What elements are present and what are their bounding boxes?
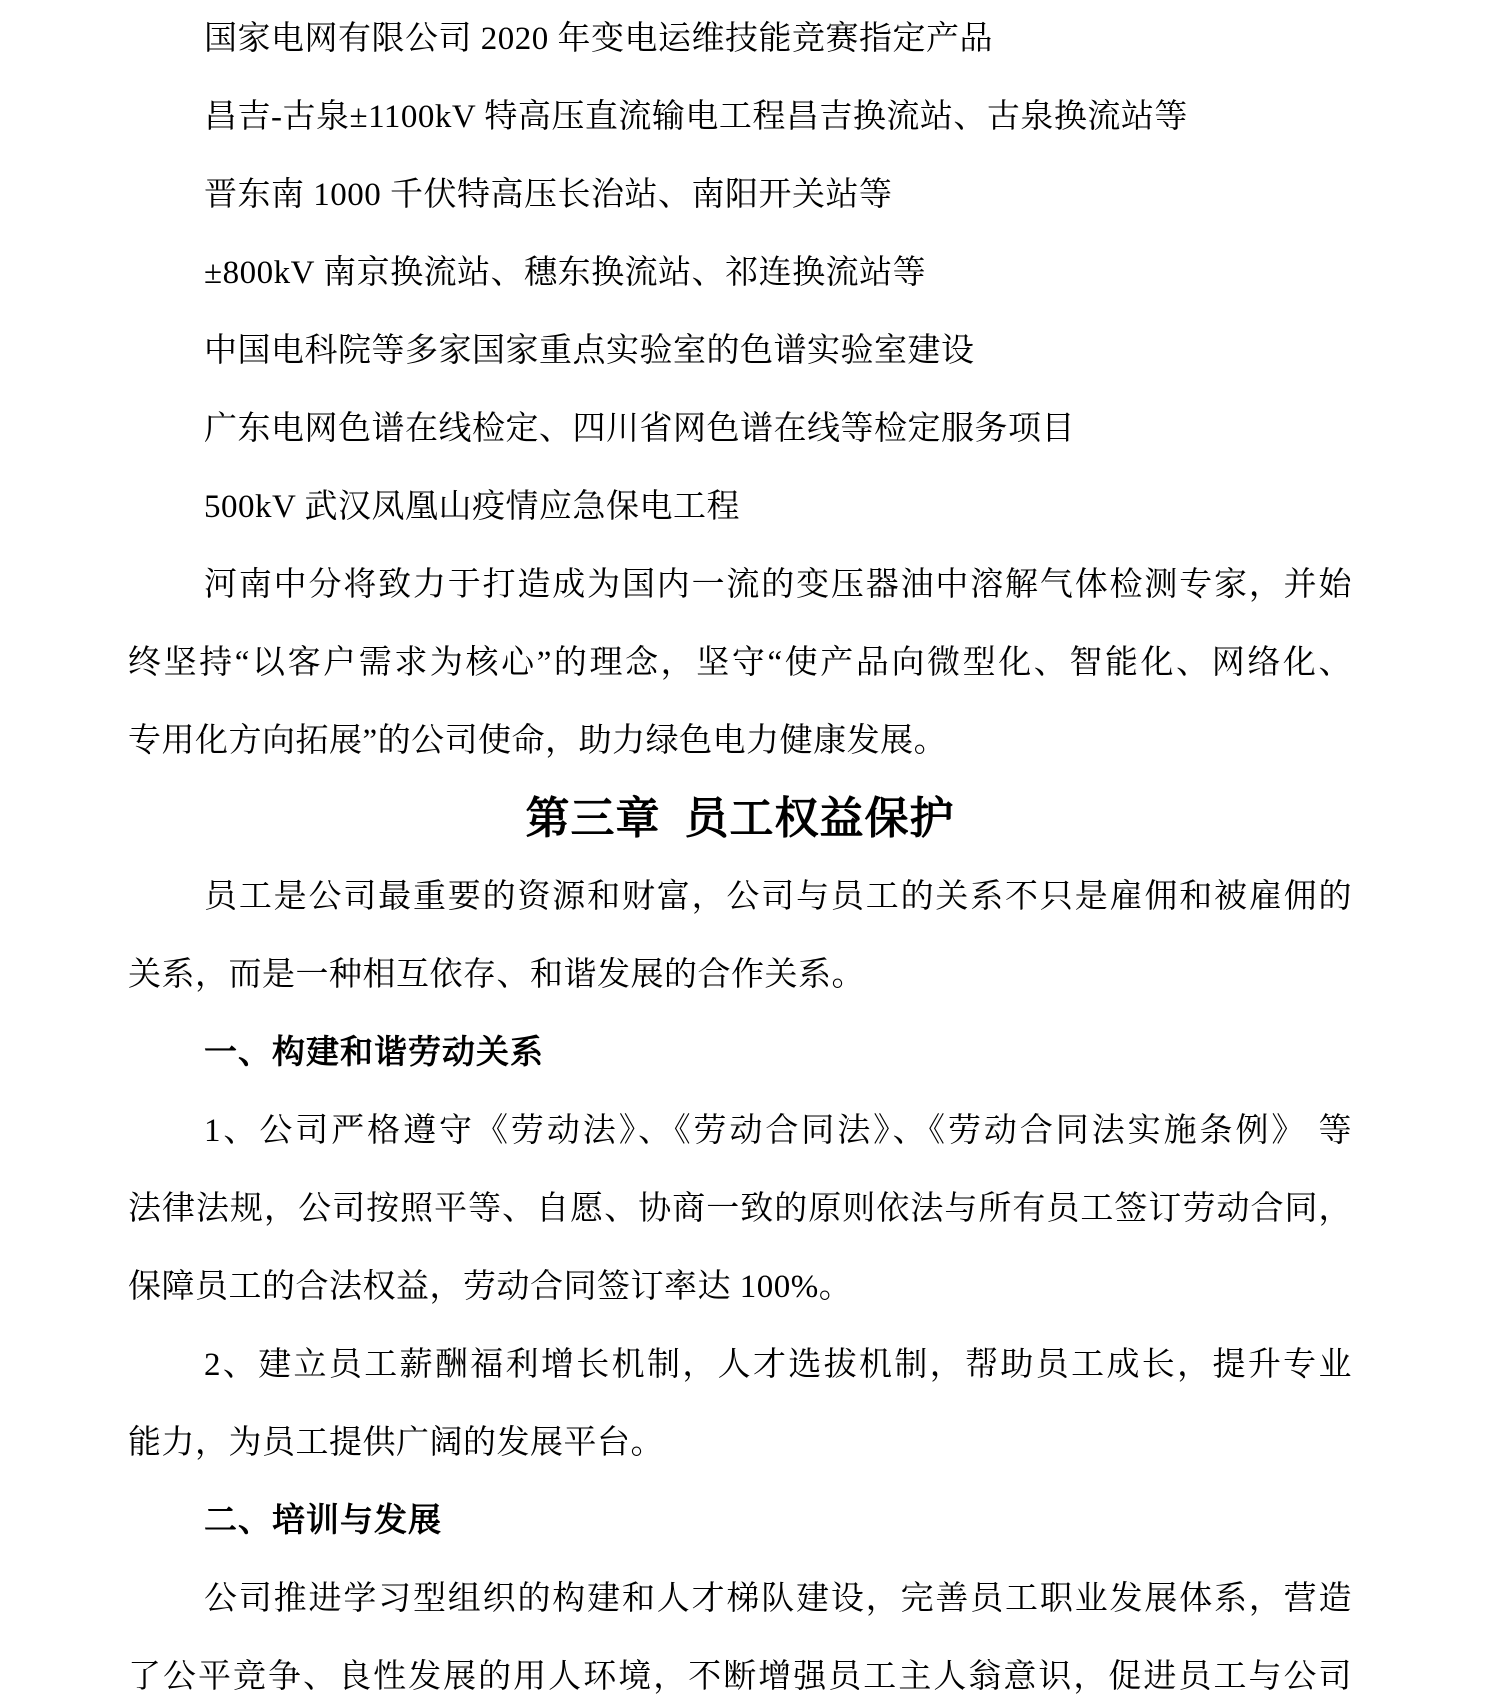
section-heading-2: 二、培训与发展 [204,1503,442,1539]
doc-line-changji-guquan: 昌吉-古泉±1100kV 特高压直流输电工程昌吉换流站、古泉换流站等 [204,99,1188,135]
doc-line-training-2: 了公平竞争、良性发展的用人环境，不断增强员工主人翁意识，促进员工与公司 [128,1659,1352,1695]
doc-line-mission-1: 河南中分将致力于打造成为国内一流的变压器油中溶解气体检测专家，并始 [204,567,1352,603]
doc-line-cepri-labs: 中国电科院等多家国家重点实验室的色谱实验室建设 [204,333,975,369]
doc-line-employees-1: 员工是公司最重要的资源和财富，公司与员工的关系不只是雇佣和被雇佣的 [204,879,1352,915]
doc-line-labor-law-2: 法律法规，公司按照平等、自愿、协商一致的原则依法与所有员工签订劳动合同， [128,1191,1352,1227]
doc-line-800kv-stations: ±800kV 南京换流站、穗东换流站、祁连换流站等 [204,255,927,291]
doc-line-500kv-wuhan: 500kV 武汉凤凰山疫情应急保电工程 [204,489,740,525]
doc-line-welfare-2: 能力，为员工提供广阔的发展平台。 [128,1425,664,1461]
doc-line-mission-3: 专用化方向拓展”的公司使命，助力绿色电力健康发展。 [128,723,948,759]
doc-line-guangdong-sichuan: 广东电网色谱在线检定、四川省网色谱在线等检定服务项目 [204,411,1075,447]
doc-line-product-endorsement: 国家电网有限公司 2020 年变电运维技能竞赛指定产品 [204,21,993,57]
doc-line-labor-law-1: 1、公司严格遵守《劳动法》、《劳动合同法》、《劳动合同法实施条例》 等 [204,1113,1352,1149]
section-heading-1: 一、构建和谐劳动关系 [204,1035,544,1071]
chapter-heading: 第三章 员工权益保护 [525,794,955,843]
doc-line-welfare-1: 2、建立员工薪酬福利增长机制，人才选拔机制，帮助员工成长，提升专业 [204,1347,1352,1383]
doc-line-mission-2: 终坚持“以客户需求为核心”的理念，坚守“使产品向微型化、智能化、网络化、 [128,645,1352,681]
doc-line-jindongnan: 晋东南 1000 千伏特高压长治站、南阳开关站等 [204,177,893,213]
doc-line-employees-2: 关系，而是一种相互依存、和谐发展的合作关系。 [128,957,865,993]
doc-line-labor-law-3: 保障员工的合法权益，劳动合同签订率达 100%。 [128,1269,853,1305]
doc-line-training-1: 公司推进学习型组织的构建和人才梯队建设，完善员工职业发展体系，营造 [204,1581,1352,1617]
